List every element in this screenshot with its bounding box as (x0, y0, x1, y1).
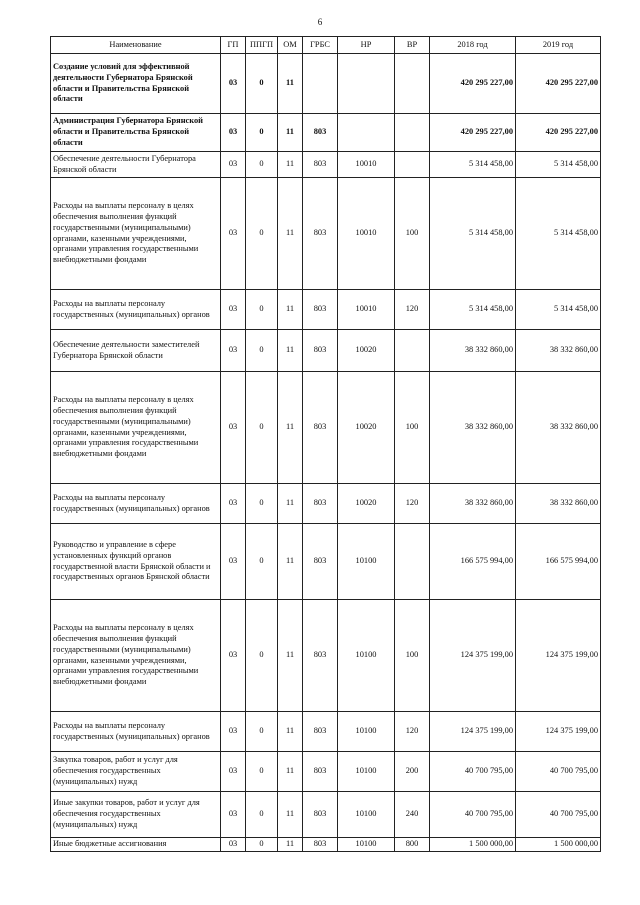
cell-name: Руководство и управление в сфере установленных функций органов государственной власти Брянской области и государственных органов Брянской области (51, 524, 221, 600)
cell-grbs: 803 (303, 152, 338, 178)
cell-om: 11 (278, 838, 303, 852)
cell-om: 11 (278, 152, 303, 178)
cell-2018: 5 314 458,00 (430, 152, 516, 178)
cell-gp: 03 (221, 290, 246, 330)
table-row (51, 152, 601, 178)
cell-nr: 10020 (338, 330, 395, 372)
table-row (51, 838, 601, 852)
cell-ppgp: 0 (246, 330, 278, 372)
cell-2018: 1 500 000,00 (430, 838, 516, 852)
cell-2019: 420 295 227,00 (516, 54, 601, 114)
cell-gp: 03 (221, 54, 246, 114)
cell-gp: 03 (221, 178, 246, 290)
cell-2019: 124 375 199,00 (516, 712, 601, 752)
table-row (51, 290, 601, 330)
table-row (51, 114, 601, 152)
cell-gp: 03 (221, 838, 246, 852)
cell-grbs: 803 (303, 330, 338, 372)
cell-vr: 100 (395, 178, 430, 290)
cell-gp: 03 (221, 600, 246, 712)
cell-2018: 420 295 227,00 (430, 114, 516, 152)
cell-ppgp: 0 (246, 54, 278, 114)
cell-2018: 420 295 227,00 (430, 54, 516, 114)
cell-vr (395, 330, 430, 372)
header-2018: 2018 год (430, 37, 516, 54)
cell-vr: 800 (395, 838, 430, 852)
cell-gp: 03 (221, 712, 246, 752)
cell-2019: 40 700 795,00 (516, 752, 601, 792)
cell-name: Закупка товаров, работ и услуг для обеспечения государственных (муниципальных) нужд (51, 752, 221, 792)
cell-nr: 10010 (338, 178, 395, 290)
cell-name: Иные закупки товаров, работ и услуг для обеспечения государственных (муниципальных) нужд (51, 792, 221, 838)
cell-name: Расходы на выплаты персоналу государственных (муниципальных) органов (51, 712, 221, 752)
cell-om: 11 (278, 178, 303, 290)
header-om: ОМ (278, 37, 303, 54)
cell-grbs: 803 (303, 372, 338, 484)
cell-vr: 120 (395, 712, 430, 752)
cell-2018: 5 314 458,00 (430, 290, 516, 330)
cell-vr: 120 (395, 484, 430, 524)
cell-2019: 40 700 795,00 (516, 792, 601, 838)
cell-name: Расходы на выплаты персоналу в целях обеспечения выполнения функций государственными (муниципальными) органами, казенными учреждениями, органами управления государственными внебюджетными фондами (51, 600, 221, 712)
cell-gp: 03 (221, 330, 246, 372)
cell-2018: 38 332 860,00 (430, 372, 516, 484)
table-row (51, 178, 601, 290)
cell-2019: 420 295 227,00 (516, 114, 601, 152)
cell-vr: 200 (395, 752, 430, 792)
header-2019: 2019 год (516, 37, 601, 54)
cell-nr: 10100 (338, 524, 395, 600)
cell-nr: 10010 (338, 152, 395, 178)
cell-name: Создание условий для эффективной деятельности Губернатора Брянской области и Правительства Брянской области (51, 54, 221, 114)
cell-name: Расходы на выплаты персоналу в целях обеспечения выполнения функций государственными (муниципальными) органами, казенными учреждениями, органами управления государственными внебюджетными фондами (51, 178, 221, 290)
cell-grbs: 803 (303, 178, 338, 290)
cell-name: Иные бюджетные ассигнования (51, 838, 221, 852)
table-row (51, 712, 601, 752)
cell-2019: 166 575 994,00 (516, 524, 601, 600)
cell-grbs: 803 (303, 524, 338, 600)
cell-2019: 124 375 199,00 (516, 600, 601, 712)
cell-nr: 10100 (338, 792, 395, 838)
table-row (51, 330, 601, 372)
cell-2019: 5 314 458,00 (516, 178, 601, 290)
cell-gp: 03 (221, 484, 246, 524)
cell-name: Расходы на выплаты персоналу в целях обеспечения выполнения функций государственными (муниципальными) органами, казенными учреждениями, органами управления государственными внебюджетными фондами (51, 372, 221, 484)
cell-ppgp: 0 (246, 372, 278, 484)
cell-nr: 10020 (338, 372, 395, 484)
cell-om: 11 (278, 54, 303, 114)
cell-om: 11 (278, 330, 303, 372)
cell-2019: 38 332 860,00 (516, 330, 601, 372)
cell-ppgp: 0 (246, 152, 278, 178)
table-row (51, 54, 601, 114)
header-nr: НР (338, 37, 395, 54)
cell-grbs: 803 (303, 712, 338, 752)
cell-nr: 10100 (338, 838, 395, 852)
header-name: Наименование (51, 37, 221, 54)
cell-grbs: 803 (303, 484, 338, 524)
cell-gp: 03 (221, 372, 246, 484)
cell-name: Обеспечение деятельности заместителей Губернатора Брянской области (51, 330, 221, 372)
cell-vr (395, 114, 430, 152)
page-number: 6 (317, 17, 323, 27)
cell-ppgp: 0 (246, 178, 278, 290)
table-row (51, 600, 601, 712)
cell-gp: 03 (221, 152, 246, 178)
header-ppgp: ППГП (246, 37, 278, 54)
table-row (51, 484, 601, 524)
cell-2019: 5 314 458,00 (516, 290, 601, 330)
cell-nr: 10100 (338, 752, 395, 792)
cell-nr: 10020 (338, 484, 395, 524)
cell-gp: 03 (221, 524, 246, 600)
cell-nr: 10100 (338, 712, 395, 752)
cell-name: Обеспечение деятельности Губернатора Брянской области (51, 152, 221, 178)
cell-gp: 03 (221, 792, 246, 838)
cell-vr: 100 (395, 600, 430, 712)
cell-grbs: 803 (303, 600, 338, 712)
cell-vr: 240 (395, 792, 430, 838)
cell-nr (338, 54, 395, 114)
cell-om: 11 (278, 484, 303, 524)
cell-2018: 124 375 199,00 (430, 600, 516, 712)
cell-gp: 03 (221, 114, 246, 152)
cell-grbs: 803 (303, 752, 338, 792)
cell-2019: 38 332 860,00 (516, 484, 601, 524)
header-grbs: ГРБС (303, 37, 338, 54)
cell-om: 11 (278, 600, 303, 712)
cell-ppgp: 0 (246, 792, 278, 838)
cell-grbs: 803 (303, 114, 338, 152)
table-row (51, 792, 601, 838)
cell-ppgp: 0 (246, 290, 278, 330)
cell-ppgp: 0 (246, 114, 278, 152)
table-header-row (51, 37, 601, 54)
cell-om: 11 (278, 524, 303, 600)
cell-grbs: 803 (303, 792, 338, 838)
cell-nr (338, 114, 395, 152)
cell-ppgp: 0 (246, 838, 278, 852)
cell-om: 11 (278, 752, 303, 792)
cell-ppgp: 0 (246, 712, 278, 752)
cell-nr: 10100 (338, 600, 395, 712)
cell-2019: 38 332 860,00 (516, 372, 601, 484)
cell-name: Расходы на выплаты персоналу государственных (муниципальных) органов (51, 290, 221, 330)
table-row (51, 752, 601, 792)
cell-om: 11 (278, 712, 303, 752)
cell-grbs: 803 (303, 838, 338, 852)
cell-gp: 03 (221, 752, 246, 792)
cell-ppgp: 0 (246, 752, 278, 792)
table-row (51, 372, 601, 484)
cell-2018: 38 332 860,00 (430, 330, 516, 372)
cell-ppgp: 0 (246, 524, 278, 600)
cell-vr (395, 152, 430, 178)
table-row (51, 524, 601, 600)
cell-2018: 40 700 795,00 (430, 752, 516, 792)
cell-vr (395, 524, 430, 600)
budget-table (50, 36, 601, 852)
cell-vr: 100 (395, 372, 430, 484)
cell-2018: 5 314 458,00 (430, 178, 516, 290)
cell-2018: 38 332 860,00 (430, 484, 516, 524)
cell-name: Администрация Губернатора Брянской области и Правительства Брянской области (51, 114, 221, 152)
header-gp: ГП (221, 37, 246, 54)
cell-om: 11 (278, 372, 303, 484)
cell-om: 11 (278, 290, 303, 330)
cell-om: 11 (278, 114, 303, 152)
cell-2019: 1 500 000,00 (516, 838, 601, 852)
cell-grbs: 803 (303, 290, 338, 330)
cell-vr (395, 54, 430, 114)
cell-vr: 120 (395, 290, 430, 330)
cell-2018: 124 375 199,00 (430, 712, 516, 752)
cell-om: 11 (278, 792, 303, 838)
cell-2019: 5 314 458,00 (516, 152, 601, 178)
table-body (51, 54, 601, 852)
cell-grbs (303, 54, 338, 114)
cell-name: Расходы на выплаты персоналу государственных (муниципальных) органов (51, 484, 221, 524)
header-vr: ВР (395, 37, 430, 54)
cell-2018: 40 700 795,00 (430, 792, 516, 838)
cell-ppgp: 0 (246, 484, 278, 524)
cell-2018: 166 575 994,00 (430, 524, 516, 600)
cell-nr: 10010 (338, 290, 395, 330)
cell-ppgp: 0 (246, 600, 278, 712)
